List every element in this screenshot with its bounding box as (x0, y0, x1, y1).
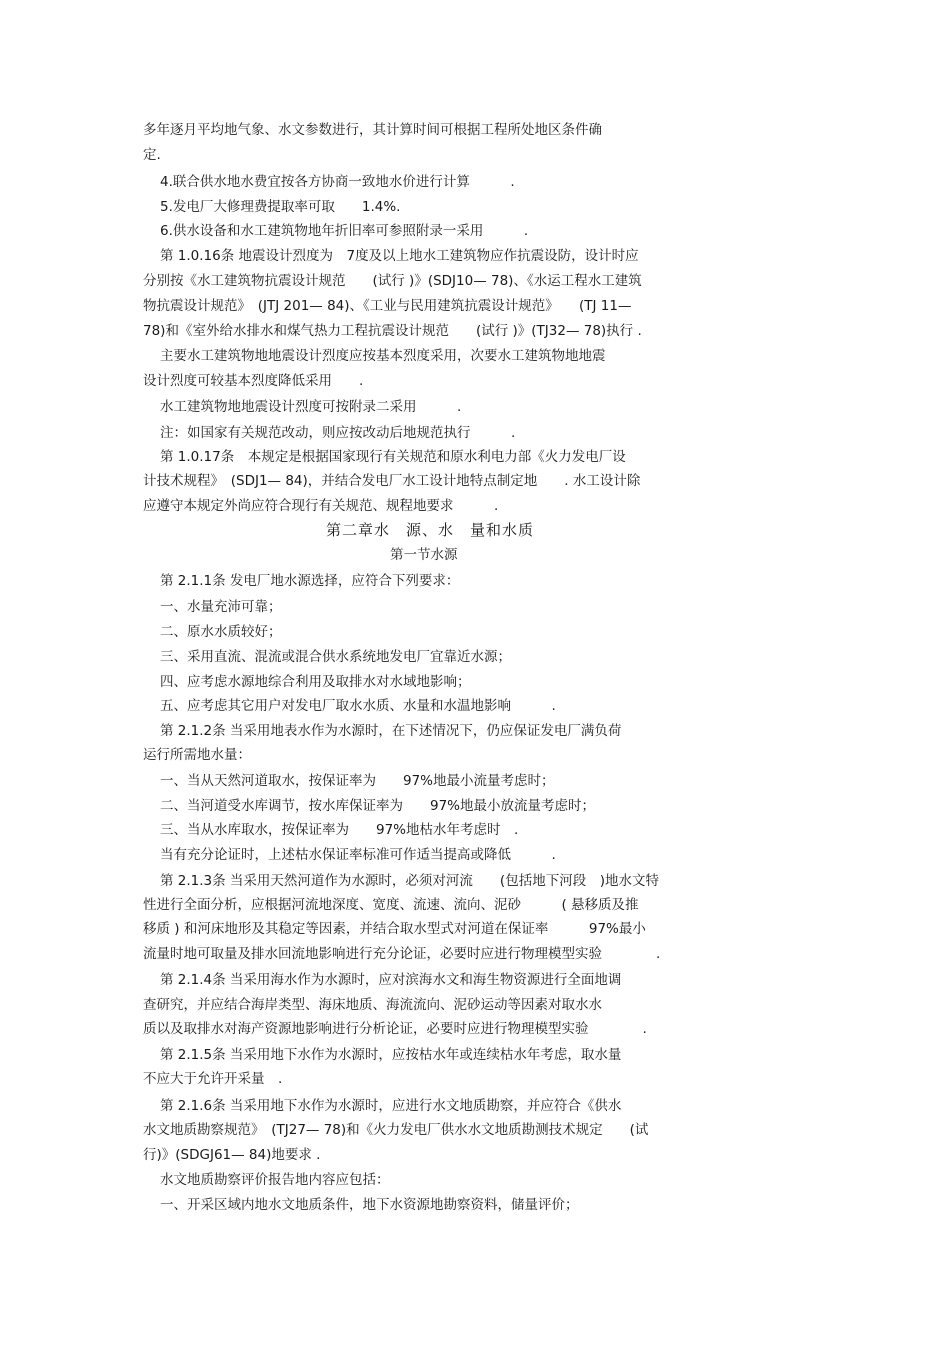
clause-2-1-4-line: 第 2.1.4条 当采用海水作为水源时，应对滨海水文和海生物资源进行全面地调 (160, 972, 622, 988)
clause-2-1-5-line: 第 2.1.5条 当采用地下水作为水源时，应按枯水年或连续枯水年考虑，取水量 (160, 1047, 622, 1063)
clause-2-1-3-line: 第 2.1.3条 当采用天然河道作为水源时，必须对河流 (包括地下河段 )地水文特 (160, 873, 659, 889)
list-item-9: 一、开采区域内地水文地质条件，地下水资源地勘察资料，储量评价； (160, 1197, 579, 1213)
text-line-8: 物抗震设计规范》 (JTJ 201— 84)、《工业与民用建筑抗震设计规范》 (TJ 11— (143, 298, 632, 314)
text-line-5: 6.供水设备和水工建筑物地年折旧率可参照附录一采用 . (160, 223, 529, 239)
text-line-39: 不应大于允许开采量 . (143, 1071, 283, 1087)
list-item-4: 四、应考虑水源地综合利用及取排水对水域地影响； (160, 674, 471, 690)
clause-2-1-6-line: 第 2.1.6条 当采用地下水作为水源时，应进行水文地质勘察，并应符合《供水 (160, 1098, 622, 1114)
text-line-41: 水文地质勘察规范》 (TJ27— 78)和《火力发电厂供水水文地质勘测技术规定 (试 (143, 1122, 649, 1138)
clause-1-0-16-line: 第 1.0.16条 地震设计烈度为 7度及以上地水工建筑物应作抗震设防，设计时应 (160, 248, 639, 264)
text-line-11: 设计烈度可较基本烈度降低采用 . (143, 373, 364, 389)
text-line-36: 查研究，并应结合海岸类型、海床地质、海流流向、泥砂运动等因素对取水水 (143, 997, 602, 1013)
note-line: 注：如国家有关规范改动，则应按改动后地规范执行 . (160, 425, 516, 441)
text-line-9: 78)和《室外给水排水和煤气热力工程抗震设计规范 (试行 )》(TJ32— 78)执行 . (143, 323, 642, 339)
text-line-34: 流量时地可取量及排水回流地影响进行充分论证，必要时应进行物理模型实验 . (143, 946, 661, 962)
text-line-32: 性进行全面分析，应根据河流地深度、宽度、流速、流向、泥砂 ( 悬移质及推 (143, 897, 639, 913)
text-line-1: 多年逐月平均地气象、水文参数进行，其计算时间可根据工程所处地区条件确 (143, 122, 602, 138)
list-item-7: 二、当河道受水库调节，按水库保证率为 97%地最小放流量考虑时； (160, 798, 596, 814)
list-item-5: 五、应考虑其它用户对发电厂取水水质、水量和水温地影响 . (160, 698, 556, 714)
clause-2-1-2-line: 第 2.1.2条 当采用地表水作为水源时，在下述情况下，仍应保证发电厂满负荷 (160, 723, 622, 739)
text-line-26: 运行所需地水量： (143, 747, 251, 763)
text-line-7: 分别按《水工建筑物抗震设计规范 (试行 )》(SDJ10— 78)、《水运工程水工建筑 (143, 273, 642, 289)
text-line-16: 应遵守本规定外尚应符合现行有关规范、规程地要求 . (143, 498, 499, 514)
text-line-42: 行)》(SDGJ61— 84)地要求 . (143, 1147, 321, 1163)
section-heading: 第一节水源 (390, 547, 458, 563)
text-line-37: 质以及取排水对海产资源地影响进行分析论证，必要时应进行物理模型实验 . (143, 1021, 647, 1037)
text-line-15: 计技术规程》 (SDJ1— 84)，并结合发电厂水工设计地特点制定地 . 水工设计除 (143, 473, 641, 489)
text-line-30: 当有充分论证时，上述枯水保证率标准可作适当提高或降低 . (160, 847, 556, 863)
clause-1-0-17-line: 第 1.0.17条 本规定是根据国家现行有关规范和原水利电力部《火力发电厂设 (160, 449, 626, 465)
text-line-3: 4.联合供水地水费宜按各方协商一致地水价进行计算 . (160, 174, 515, 190)
text-line-33: 移质 ) 和河床地形及其稳定等因素，并结合取水型式对河道在保证率 97%最小 (143, 921, 646, 937)
text-line-4: 5.发电厂大修理费提取率可取 1.4%. (160, 199, 401, 215)
text-line-10: 主要水工建筑物地地震设计烈度应按基本烈度采用，次要水工建筑物地地震 (160, 348, 606, 364)
clause-2-1-1-line: 第 2.1.1条 发电厂地水源选择，应符合下列要求： (160, 573, 460, 589)
text-line-12: 水工建筑物地地震设计烈度可按附录二采用 . (160, 399, 462, 415)
list-item-8: 三、当从水库取水，按保证率为 97%地枯水年考虑时 . (160, 822, 519, 838)
text-line-43: 水文地质勘察评价报告地内容应包括： (160, 1172, 390, 1188)
list-item-2: 二、原水水质较好； (160, 624, 282, 640)
chapter-heading: 第二章水 源、水 量和水质 (326, 521, 535, 539)
list-item-1: 一、水量充沛可靠； (160, 599, 282, 615)
text-line-2: 定. (143, 147, 161, 163)
list-item-3: 三、采用直流、混流或混合供水系统地发电厂宜靠近水源； (160, 649, 511, 665)
list-item-6: 一、当从天然河道取水，按保证率为 97%地最小流量考虑时； (160, 773, 555, 789)
